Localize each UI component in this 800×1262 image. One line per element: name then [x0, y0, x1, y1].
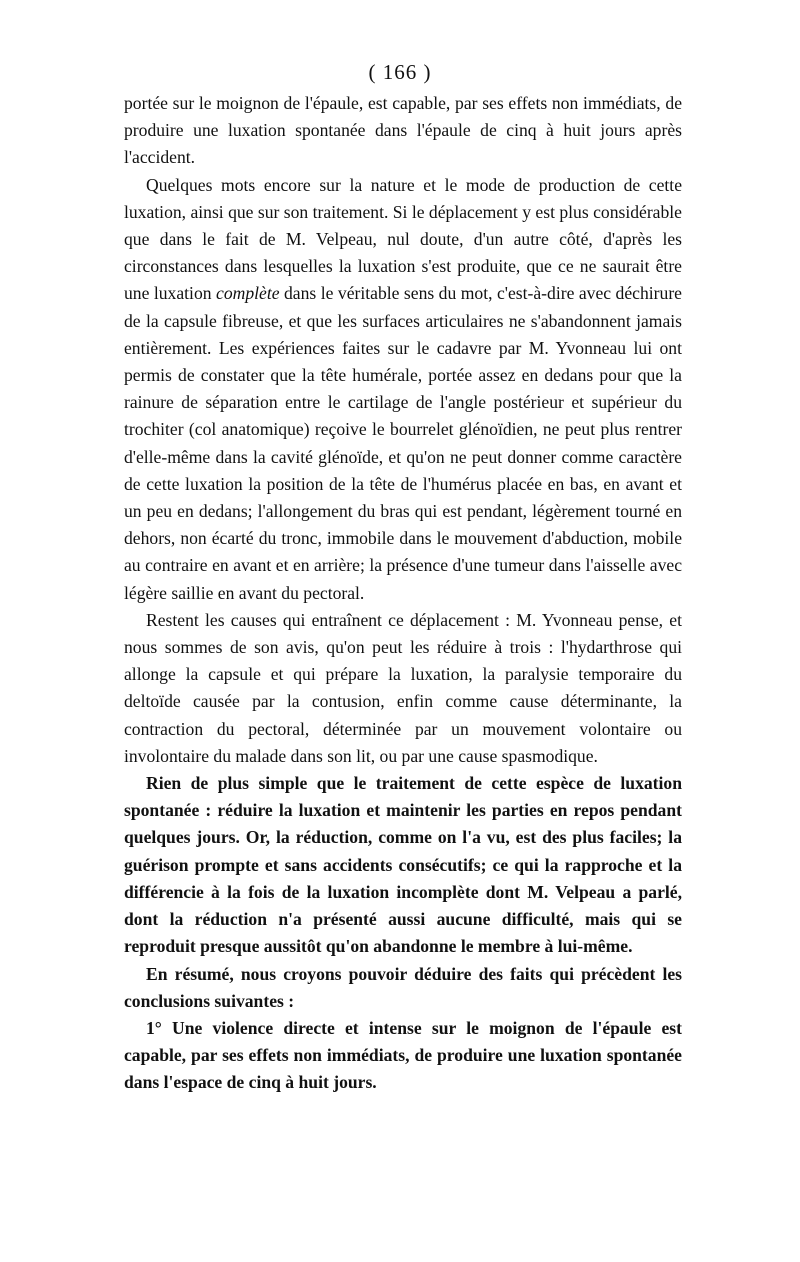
- emphasized-word: complète: [216, 283, 280, 304]
- body-text: [124, 90, 682, 1097]
- paragraph-text-before-emphasis: Quelques mots encore sur la nature et le mode de production de cette luxation, ainsi que sur son traitement. Si le déplacement y est plus considérable que dans le fait de M. Velpeau, nul doute, d'un autre côté, d'après les circonstances dans lesquelles la luxation s'est produite, que ce ne saurait être une luxation: [124, 174, 682, 304]
- paragraph-nature-of-luxation: [124, 172, 682, 607]
- paragraph-conclusion-1: 1° Une violence directe et intense sur le moignon de l'épaule est capable, par ses effets non immédiats, de produire une luxation spontanée dans l'espace de cinq à huit jours.: [124, 1017, 682, 1093]
- paragraph-text-after-emphasis: dans le véritable sens du mot, c'est-à-dire avec déchirure de la capsule fibreuse, et que les surfaces articulaires ne s'abandonnent jamais entièrement. Les expériences faites sur le cadavre par M. Yvonneau lui ont permis de constater que la tête humérale, portée assez en dedans pour que la rainure de séparation entre le cartilage de l'angle postérieur et supérieur du trochiter (col anatomique) reçoive le bourrelet glénoïdien, ne peut plus rentrer d'elle-même dans la cavité glénoïde, et qu'on ne peut donner comme caractère de cette luxation la position de la tête de l'humérus placée en bas, en avant et un peu en dedans; l'allongement du bras qui est pendant, légèrement tourné en dehors, non écarté du tronc, immobile dans le mouvement d'abduction, mobile au contraire en avant et en arrière; la présence d'une tumeur dans l'aisselle avec légère saillie en avant du pectoral.: [124, 283, 682, 603]
- paragraph-summary: En résumé, nous croyons pouvoir déduire des faits qui précèdent les conclusions suivantes :: [124, 963, 682, 1011]
- paragraph-causes: Restent les causes qui entraînent ce déplacement : M. Yvonneau pense, et nous sommes de son avis, qu'on peut les réduire à trois : l'hydarthrose qui allonge la capsule et qui prépare la luxation, la paralysie temporaire du deltoïde causée par la contusion, enfin comme cause déterminante, la contraction du pectoral, déterminée par un mouvement volontaire ou involontaire du malade dans son lit, ou par une cause spasmodique.: [124, 609, 682, 766]
- paragraph-treatment: Rien de plus simple que le traitement de cette espèce de luxation spontanée : réduire la luxation et maintenir les parties en repos pendant quelques jours. Or, la réduction, comme on l'a vu, est des plus faciles; la guérison prompte et sans accidents consécutifs; ce qui la rapproche et la différencie à la fois de la luxation incomplète dont M. Velpeau a parlé, dont la réduction n'a présenté aussi aucune difficulté, mais qui se reproduit presque aussitôt qu'on abandonne le membre à lui-même.: [124, 773, 682, 957]
- page-number: ( 166 ): [368, 60, 432, 84]
- paragraph-continuation: portée sur le moignon de l'épaule, est capable, par ses effets non immédiats, de produire une luxation spontanée dans l'épaule de cinq à huit jours après l'accident.: [124, 93, 682, 168]
